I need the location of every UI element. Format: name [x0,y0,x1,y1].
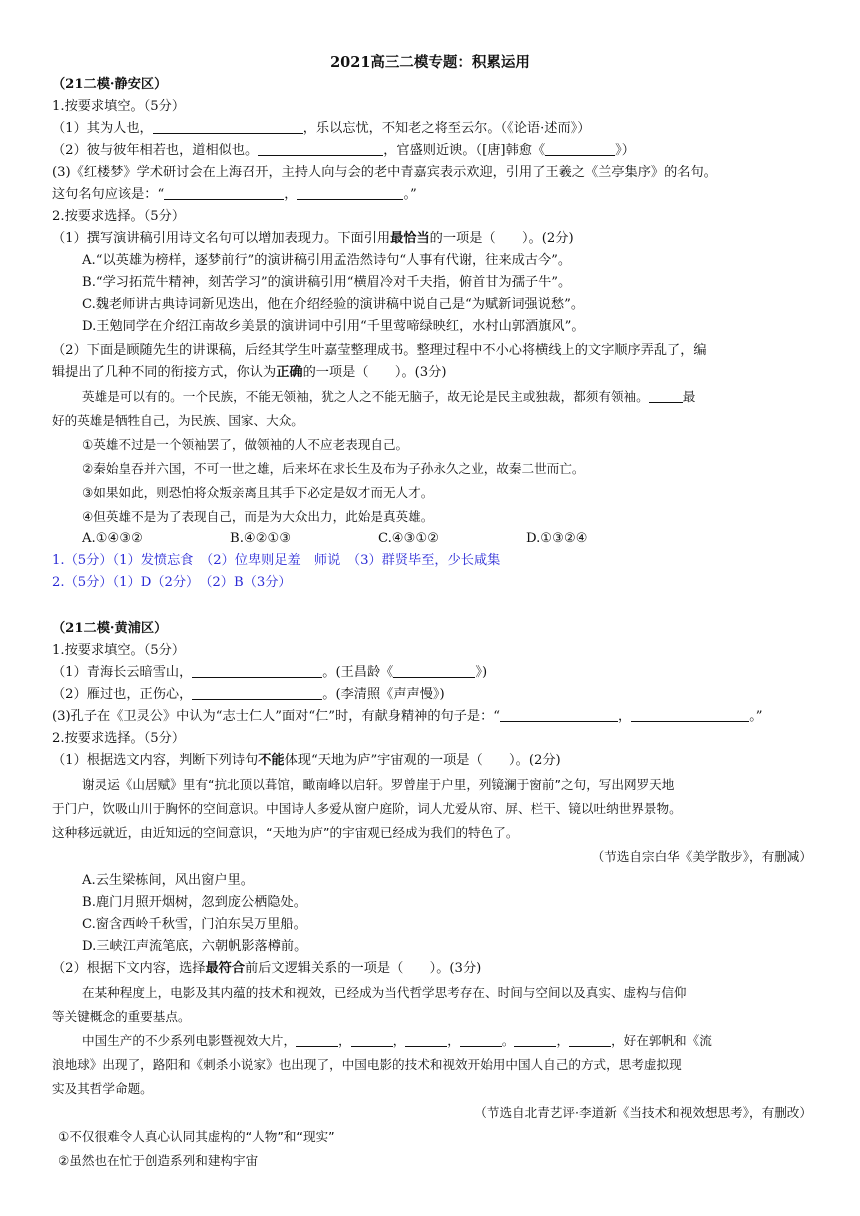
answer-blank[interactable] [164,185,284,200]
huangpu-passage-line2: 于门户，饮吸山川于胸怀的空间意识。中国诗人多爱从窗户庭阶，词人尤爱从帘、屏、栏干、镜以吐纳世界景物。 [52,801,682,816]
jingan-q2-2-options [82,528,814,550]
jingan-q2-2-stem-line1: （2）下面是顾随先生的讲课稿，后经其学生叶嘉莹整理成书。整理过程中不小心将横线上的文字顺序弄乱了，编 [52,343,707,358]
jingan-q1-3-line1: (3)《红楼梦》学术研讨会在上海召开，主持人向与会的老中青嘉宾表示欢迎，引用了王羲之《兰亭集序》的名句。 [52,165,717,180]
section-header-jingan: （21二模·静安区） [52,77,168,92]
huangpu-passage-line3: 这种移远就近，由近知远的空间意识，“天地为庐”的宇宙观已经成为我们的特色了。 [52,825,519,840]
huangpu-passage2-line3: 中国生产的不少系列电影暨视效大片， ， ， ， 。 ， ，好在郭帆和《流 [82,1033,712,1048]
jingan-q1-3-line2: 这句名句应该是：“ ， 。” [52,187,417,202]
jingan-item-4: ④但英雄不是为了表现自己，而是为大众出力，此始是真英雄。 [82,509,434,524]
huangpu-q1-1: （1）青海长云暗雪山， 。(王昌龄《 》) [52,665,488,680]
jingan-item-3: ③如果如此，则恐怕将众叛亲离且其手下必定是奴才而无人才。 [82,485,434,500]
huangpu-q2-2-stem: （2）根据下文内容，选择最符合前后文逻辑关系的一项是（ ）。(3分) [52,961,482,976]
huangpu-passage-line1: 谢灵运《山居赋》里有“抗北顶以葺馆，瞰南峰以启轩。罗曾崖于户里，列镜澜于窗前”之句，写出网罗天地 [82,777,675,792]
answer-blank[interactable] [631,707,749,722]
jingan-q2-2-stem-line2: 辑提出了几种不同的衔接方式，你认为正确的一项是（ ）。(3分) [52,365,447,380]
huangpu-item-2: ②虽然也在忙于创造系列和建构宇宙 [58,1153,259,1168]
answer-blank[interactable] [545,141,615,156]
answer-blank[interactable] [500,707,618,722]
option-a: A.①④③② [82,531,144,546]
jingan-answer-1: 1.（5分）（1）发愤忘食 （2）位卑则足羞 师说 （3）群贤毕至，少长咸集 [52,553,501,568]
answer-blank[interactable] [297,185,403,200]
jingan-answer-2: 2.（5分）（1）D（2分） （2）B（3分） [52,575,292,590]
huangpu-q2-1-option-b: B.鹿门月照开烟树，忽到庞公栖隐处。 [82,895,307,910]
answer-blank[interactable] [405,1032,447,1047]
huangpu-passage2-line2: 等关键概念的重要基点。 [52,1009,191,1024]
jingan-q2-1-option-a: A.“以英雄为榜样，逐梦前行”的演讲稿引用孟浩然诗句“人事有代谢，往来成古今”。 [82,253,572,268]
answer-blank[interactable] [514,1032,556,1047]
huangpu-source-1: （节选自宗白华《美学散步》，有删减） [591,849,812,864]
jingan-passage-line2: 好的英雄是牺牲自己，为民族、国家、大众。 [52,413,304,428]
huangpu-source-2: （节选自北青艺评·李道新《当技术和视效想思考》，有删改） [474,1105,812,1120]
huangpu-q1-2: （2）雁过也，正伤心， 。(李清照《声声慢》) [52,687,445,702]
jingan-q2-title: 2.按要求选择。（5分） [52,209,186,224]
huangpu-q2-1-option-a: A.云生梁栋间，风出窗户里。 [82,873,254,888]
option-c: C.④③①② [378,531,440,546]
huangpu-q2-1-option-c: C.窗含西岭千秋雪，门泊东吴万里船。 [82,917,307,932]
option-b: B.④②①③ [230,531,292,546]
huangpu-passage2-line5: 实及其哲学命题。 [52,1081,153,1096]
jingan-passage-line1: 英雄是可以有的。一个民族，不能无领袖，犹之人之不能无脑子，故无论是民主或独裁，都须有领袖。 最 [82,389,696,404]
jingan-q1-title: 1.按要求填空。（5分） [52,99,186,114]
jingan-q2-1-stem: （1）撰写演讲稿引用诗文名句可以增加表现力。下面引用最恰当的一项是（ ）。(2分) [52,231,574,246]
huangpu-item-1: ①不仅很难令人真心认同其虚构的“人物”和“现实” [58,1129,335,1144]
jingan-item-1: ①英雄不过是一个领袖罢了，做领袖的人不应老表现自己。 [82,437,409,452]
huangpu-q2-title: 2.按要求选择。（5分） [52,731,186,746]
huangpu-passage2-line4: 浪地球》出现了，路阳和《刺杀小说家》也出现了，中国电影的技术和视效开始用中国人自己的方式，思考虚拟现 [52,1057,682,1072]
answer-blank[interactable] [351,1032,393,1047]
answer-blank[interactable] [153,119,303,134]
huangpu-q2-1-stem: （1）根据选文内容，判断下列诗句不能体现“天地为庐”宇宙观的一项是（ ）。(2分) [52,753,561,768]
section-header-huangpu: （21二模·黄浦区） [52,621,168,636]
answer-blank[interactable] [393,663,475,678]
jingan-q2-1-option-c: C.魏老师讲古典诗词新见迭出，他在介绍经验的演讲稿中说自己是“为赋新词强说愁”。 [82,297,585,312]
huangpu-q2-1-option-d: D.三峡江声流笔底，六朝帆影落樽前。 [82,939,308,954]
jingan-q2-1-option-b: B.“学习拓荒牛精神，刻苦学习”的演讲稿引用“横眉冷对千夫指，俯首甘为孺子牛”。 [82,275,572,290]
jingan-q2-1-option-d: D.王勉同学在介绍江南故乡美景的演讲词中引用“千里莺啼绿映红，水村山郭酒旗风”。 [82,319,585,334]
huangpu-q1-3: (3)孔子在《卫灵公》中认为“志士仁人”面对“仁”时，有献身精神的句子是：“ ， 。” [52,709,763,724]
answer-blank[interactable] [569,1032,611,1047]
page-title: 2021高三二模专题：积累运用 [330,54,530,71]
answer-blank[interactable] [258,141,383,156]
answer-blank[interactable] [192,685,322,700]
huangpu-q1-title: 1.按要求填空。（5分） [52,643,186,658]
huangpu-passage2-line1: 在某种程度上，电影及其内蕴的技术和视效，已经成为当代哲学思考存在、时间与空间以及真实、虚构与信仰 [82,985,687,1000]
answer-blank[interactable] [192,663,322,678]
answer-blank[interactable] [296,1032,338,1047]
option-d: D.①③②④ [526,531,588,546]
jingan-q1-1: （1）其为人也， ，乐以忘忧，不知老之将至云尔。（《论语·述而》） [52,121,591,136]
answer-blank[interactable] [649,388,683,403]
jingan-q1-2: （2）彼与彼年相若也，道相似也。 ，官盛则近谀。（[唐]韩愈《 》） [52,143,635,158]
jingan-item-2: ②秦始皇吞并六国，不可一世之雄，后来坏在求长生及布为子孙永久之业，故秦二世而亡。 [82,461,585,476]
answer-blank[interactable] [460,1032,502,1047]
